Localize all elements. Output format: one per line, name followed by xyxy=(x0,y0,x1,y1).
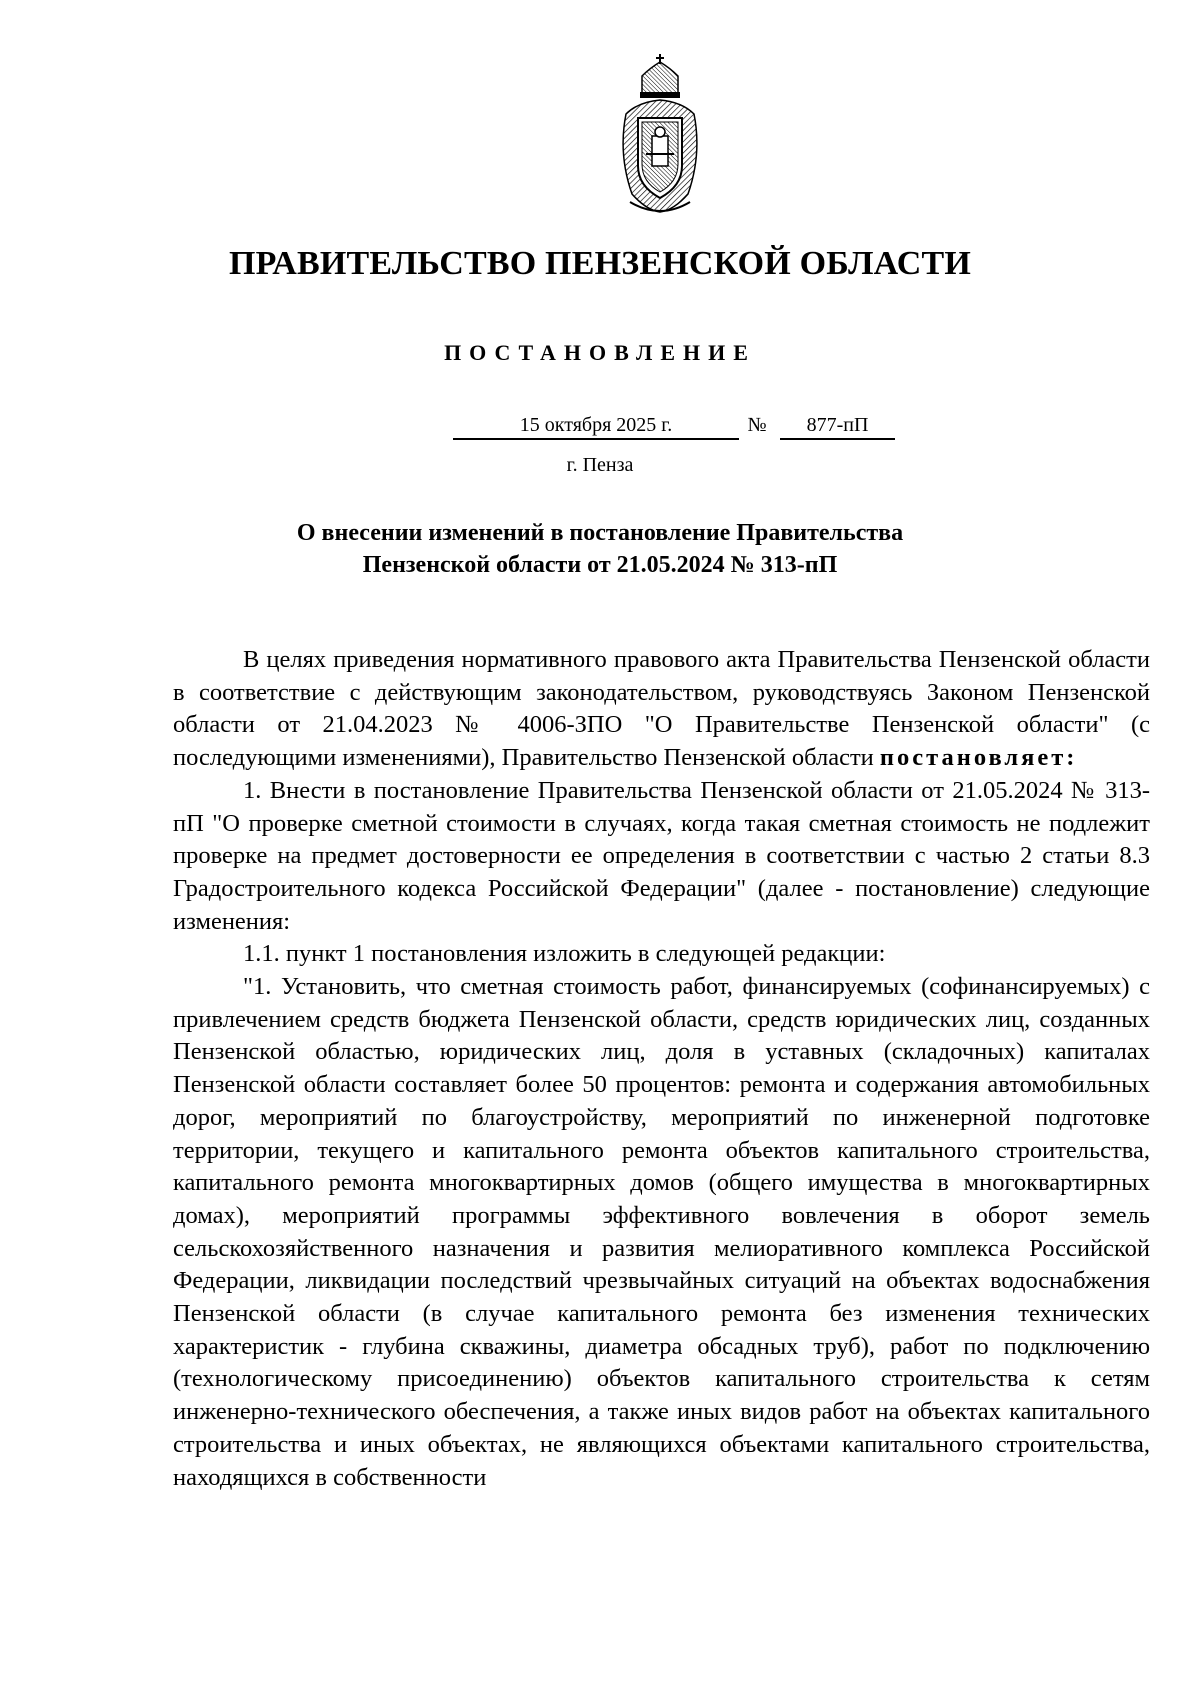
coat-of-arms-emblem xyxy=(612,54,708,214)
clause-quoted-1: "1. Установить, что сметная стоимость работ, финансируемых (софинансируемых) с привлечением средств бюджета Пензенской области, средств юридических лиц, созданных Пензенской областью, юридических лиц, доля в уставных (складочных) капиталах Пензенской области составляет более 50 процентов: ремонта и содержания автомобильных дорог, мероприятий по благоустройству, мероприятий по инженерной подготовке территории, текущего и капитального ремонта объектов капитального строительства, капитального ремонта многоквартирных домов (общего имущества в многоквартирных домах), мероприятий программы эффективного вовлечения в оборот земель сельскохозяйственного назначения и развития мелиоративного комплекса Российской Федерации, ликвидации последствий чрезвычайных ситуаций на объектах водоснабжения Пензенской области (в случае капитального ремонта без изменения технических характеристик - глубина скважины, диаметра обсадных труб), работ по подключению (технологическому присоединению) объектов капитального строительства к сетям инженерно-технического обеспечения, а также иных видов работ на объектах капитального строительства и иных объектах, не являющихся объектами капитального строительства, находящихся в собственности xyxy=(173,973,1150,1491)
preamble-paragraph xyxy=(173,644,1150,775)
document-number: 877-пП xyxy=(780,412,895,440)
organization-title: ПРАВИТЕЛЬСТВО ПЕНЗЕНСКОЙ ОБЛАСТИ xyxy=(228,245,971,282)
city: г. Пенза xyxy=(566,454,634,476)
resolution-keyword: постановляет: xyxy=(879,744,1078,772)
number-sign: № xyxy=(747,414,767,436)
subject-line-1: О внесении изменений в постановление Правительства xyxy=(296,520,904,546)
clause-1: 1. Внести в постановление Правительства Пензенской области от 21.05.2024 № 313-пП "О проверке сметной стоимости в случаях, когда такая сметная стоимость не подлежит проверке на предмет достоверности ее определения в соответствии с частью 2 статьи 8.3 Градостроительного кодекса Российской Федерации" (далее - постановление) следующие изменения: xyxy=(173,776,1150,935)
document-meta xyxy=(0,412,1200,442)
subject-line-2: Пензенской области от 21.05.2024 № 313-пП xyxy=(362,552,838,578)
document-type: ПОСТАНОВЛЕНИЕ xyxy=(444,340,756,365)
document-subject xyxy=(0,517,1200,581)
clause-1-1: 1.1. пункт 1 постановления изложить в следующей редакции: xyxy=(243,940,886,968)
document-date: 15 октября 2025 г. xyxy=(453,412,739,440)
document-body xyxy=(173,644,1150,1494)
preamble-text: В целях приведения нормативного правового акта Правительства Пензенской области в соответствие с действующим законодательством, руководствуясь Законом Пензенской области от 21.04.2023 № 4006-ЗПО "О Правительстве Пензенской области" (с последующими изменениями), Правительство Пензенской области xyxy=(173,646,1150,772)
